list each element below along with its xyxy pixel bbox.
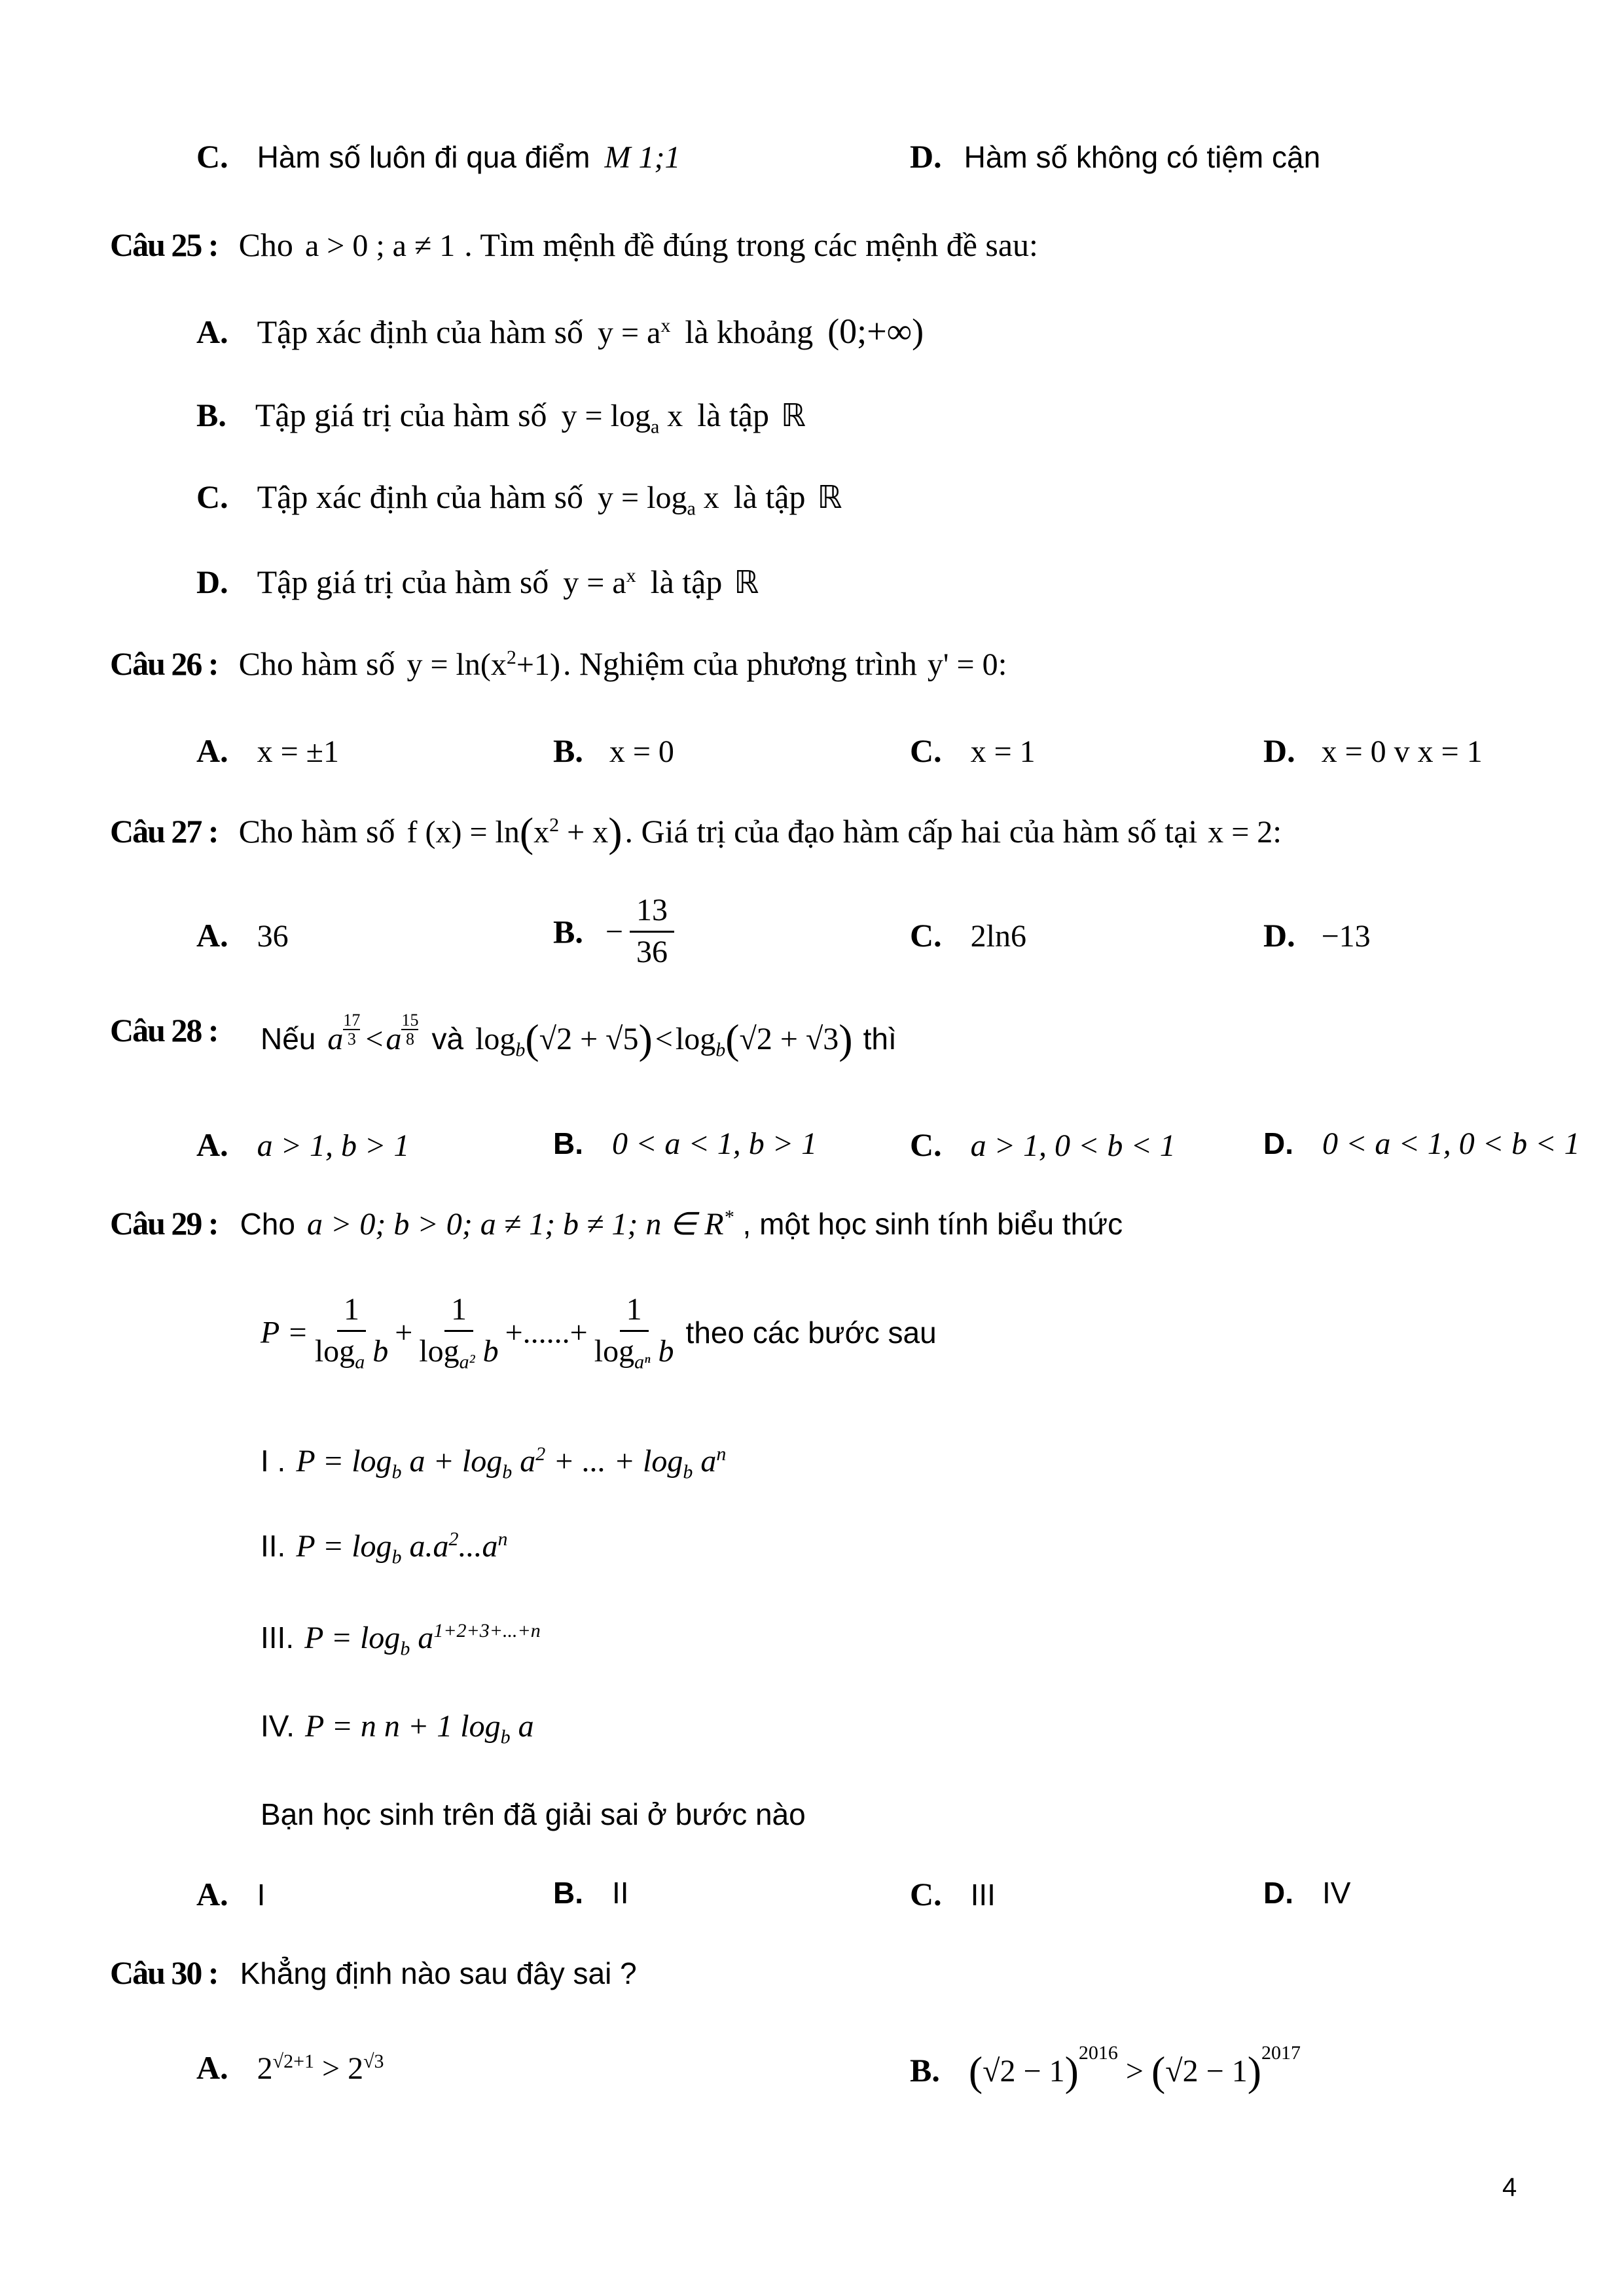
step-label: IV.: [261, 1709, 295, 1743]
option-label: B.: [196, 397, 226, 433]
option-label: B.: [910, 2052, 940, 2089]
option-math: x: [703, 480, 719, 515]
exponent: 1+2+3+...+n: [433, 1620, 541, 1641]
option-text: là tập: [733, 478, 806, 515]
exponent: 2: [448, 1528, 459, 1550]
option-math: x = 0: [609, 734, 674, 769]
option-label: C.: [910, 1876, 942, 1912]
step-math: a + log: [409, 1444, 503, 1479]
q25-option-c[interactable]: [196, 478, 842, 520]
numerator: 13: [630, 893, 674, 933]
option-text: Tập xác định của hàm số: [257, 478, 584, 515]
q28-stem: Nếu a $\frac{17}{3}$ < a $\frac{15}{8}$ và $\log_b(√2 + √5) < \log_b(√2 + √3)$ thì: [261, 1011, 897, 1062]
option-label: D.: [1263, 1126, 1293, 1160]
page-number: 4: [1502, 2173, 1517, 2202]
step-label: II.: [261, 1529, 286, 1563]
log-argument: √2 + √5: [539, 1022, 639, 1056]
exponent: n: [497, 1528, 508, 1550]
option-label: A.: [196, 314, 228, 350]
option-text: III: [970, 1878, 996, 1912]
q26-option-c[interactable]: [910, 732, 1036, 770]
q27-option-b[interactable]: [553, 893, 678, 970]
q27-option-a[interactable]: [196, 916, 289, 954]
option-label: A.: [196, 1876, 228, 1912]
q28-option-c[interactable]: [910, 1126, 1176, 1164]
option-text: IV: [1322, 1876, 1351, 1910]
option-label: D.: [1263, 1876, 1293, 1910]
q29-option-a[interactable]: [196, 1875, 265, 1913]
option-sub: a: [650, 416, 660, 438]
q30-stem: [110, 1954, 637, 1992]
exponent-denominator: 8: [405, 1030, 414, 1049]
log-argument: b: [482, 1333, 499, 1369]
step-math: + ... + log: [553, 1444, 683, 1479]
step-label: III.: [261, 1621, 295, 1655]
option-label: B.: [553, 732, 583, 769]
log-symbol: log: [419, 1333, 460, 1369]
option-label: B.: [553, 913, 583, 950]
step-math: a.a: [409, 1529, 449, 1564]
stem-sup: 2: [549, 814, 560, 836]
stem-text: Cho hàm số: [238, 645, 395, 682]
q25-option-b[interactable]: [196, 396, 806, 439]
step-math: a: [418, 1621, 434, 1655]
option-sub: a: [687, 497, 696, 520]
log-symbol: log: [475, 1022, 516, 1056]
question-number: Câu 26 :: [110, 645, 218, 682]
option-math: a > 1, 0 < b < 1: [970, 1128, 1176, 1163]
stem-text: :: [1272, 813, 1282, 850]
q28-option-d[interactable]: [1263, 1126, 1580, 1162]
base: √2 − 1: [983, 2054, 1065, 2089]
option-sup: x: [626, 565, 636, 586]
stem-math: x: [533, 815, 550, 850]
numerator: 1: [337, 1293, 366, 1332]
option-text: II: [612, 1876, 629, 1910]
option-label: A.: [196, 1126, 228, 1163]
option-math: 36: [257, 919, 289, 954]
stem-text: Cho hàm số: [238, 813, 395, 850]
log-base: b: [391, 1461, 402, 1483]
option-math: y = a: [598, 315, 661, 350]
stem-math: +1): [516, 647, 560, 682]
option-text: là tập: [650, 564, 723, 600]
q24-option-d[interactable]: [910, 137, 1320, 175]
stem-text: và: [431, 1022, 464, 1056]
log-base: a: [355, 1351, 365, 1373]
q26-option-b[interactable]: [553, 732, 674, 770]
option-text: Hàm số luôn đi qua điểm: [257, 140, 590, 174]
log-base: b: [515, 1039, 526, 1061]
q25-option-d[interactable]: [196, 563, 759, 601]
option-text: Tập giá trị của hàm số: [257, 564, 549, 600]
expr-lhs: P =: [261, 1315, 308, 1350]
option-text: I: [257, 1878, 266, 1912]
log-symbol: log: [594, 1333, 635, 1369]
q26-option-d[interactable]: [1263, 732, 1483, 770]
option-text: là khoảng: [685, 314, 814, 350]
option-label: D.: [1263, 917, 1295, 954]
ellipsis-sum: +......+: [505, 1315, 588, 1350]
q29-step-1: [261, 1443, 726, 1484]
q29-option-d[interactable]: [1263, 1875, 1350, 1910]
stem-math: y = ln(x: [406, 647, 507, 682]
exponent-numerator: 17: [343, 1011, 361, 1030]
q29-step-4: [261, 1708, 534, 1749]
question-text: Bạn học sinh trên đã giải sai ở bước nào: [261, 1797, 806, 1831]
log-symbol: log: [675, 1022, 716, 1056]
log-base: b: [500, 1726, 511, 1748]
step-math: a: [518, 1709, 534, 1744]
q29-expression: [261, 1293, 937, 1372]
log-argument: b: [372, 1333, 389, 1369]
option-math: y = log: [598, 480, 687, 515]
option-math: y = a: [563, 565, 626, 600]
less-than: <: [655, 1022, 673, 1056]
fraction: [419, 1293, 498, 1372]
stem-text: , một học sinh tính biểu thức: [742, 1207, 1123, 1241]
stem-text: Cho: [238, 226, 293, 263]
stem-text: thì: [863, 1022, 897, 1056]
q29-option-b[interactable]: [553, 1875, 629, 1910]
q27-option-d[interactable]: [1263, 916, 1371, 954]
option-label: C.: [196, 478, 228, 515]
option-math: x = 0 v x = 1: [1321, 734, 1483, 769]
stem-math: a > 0; b > 0; a ≠ 1; b ≠ 1; n ∈ R: [306, 1207, 724, 1242]
question-number: Câu 27 :: [110, 813, 218, 850]
step-math: ...a: [458, 1529, 498, 1564]
q30-option-b[interactable]: B. $(√2 - 1)^{2016} > (√2 - 1)^{2017}$: [910, 2042, 1301, 2094]
option-label: D.: [1263, 732, 1295, 769]
option-label: B.: [553, 1876, 583, 1910]
q29-step-2: [261, 1528, 508, 1569]
minus-sign: −: [605, 914, 623, 949]
exponent: 2: [535, 1443, 546, 1465]
greater-than: >: [322, 2051, 340, 2086]
question-number: Câu 25 :: [110, 226, 218, 263]
fraction: [315, 1293, 388, 1372]
option-label: D.: [910, 138, 942, 175]
exponent: 2016: [1078, 2042, 1118, 2064]
step-math: P = log: [296, 1529, 392, 1564]
option-math: 0 < a < 1, b > 1: [612, 1126, 818, 1161]
base: 2: [348, 2051, 364, 2086]
stem-text: Khẳng định nào sau đây sai ?: [240, 1956, 637, 1990]
real-set-symbol: ℝ: [734, 565, 759, 600]
option-label: A.: [196, 2049, 228, 2086]
fraction: [594, 1293, 674, 1372]
stem-text: Cho: [240, 1207, 295, 1241]
plus-sign: +: [395, 1315, 413, 1350]
log-base: aⁿ: [634, 1351, 651, 1373]
option-math: x: [667, 399, 683, 433]
real-set-symbol: ℝ: [780, 399, 806, 433]
fraction: [630, 893, 674, 970]
step-math: P = log: [304, 1621, 401, 1655]
option-text: là tập: [697, 397, 769, 433]
option-math: x = ±1: [257, 734, 340, 769]
stem-sup: *: [723, 1206, 734, 1228]
option-math: 0 < a < 1, 0 < b < 1: [1322, 1126, 1580, 1161]
option-label: C.: [910, 732, 942, 769]
question-number: Câu 30 :: [110, 1954, 218, 1991]
expr-tail: theo các bước sau: [685, 1316, 937, 1350]
option-text: Tập xác định của hàm số: [257, 314, 584, 350]
stem-math: a > 0 ; a ≠ 1: [304, 228, 456, 263]
q29-question: [261, 1797, 806, 1832]
q28-option-b[interactable]: [553, 1126, 817, 1162]
exponent: 2017: [1261, 2042, 1301, 2064]
numerator: 1: [620, 1293, 649, 1332]
numerator: 1: [444, 1293, 473, 1332]
q28-option-a[interactable]: [196, 1126, 409, 1164]
option-label: B.: [553, 1126, 583, 1160]
q25-option-a[interactable]: [196, 311, 924, 351]
q27-stem: Câu 27 : Cho hàm số f $(x) = \ln(x^2 + x)$ . Giá trị của đạo hàm cấp hai của hàm số tại x = 2:: [110, 809, 1282, 855]
log-base: b: [502, 1461, 513, 1483]
step-label: I .: [261, 1444, 286, 1478]
option-label: C.: [910, 917, 942, 954]
stem-math: x = 2: [1208, 815, 1273, 850]
q30-option-a[interactable]: [196, 2049, 384, 2087]
q26-stem: [110, 645, 1007, 683]
log-base: a²: [459, 1351, 475, 1373]
q29-step-3: [261, 1620, 541, 1660]
question-number: Câu 29 :: [110, 1205, 218, 1242]
q28-number: [110, 1011, 218, 1049]
log-base: b: [391, 1546, 402, 1568]
log-base: b: [400, 1638, 410, 1660]
option-label: A.: [196, 917, 228, 954]
option-label: A.: [196, 732, 228, 769]
log-argument: √2 + √3: [739, 1022, 839, 1056]
q29-option-c[interactable]: [910, 1875, 996, 1913]
log-argument: b: [658, 1333, 674, 1369]
step-math: a: [700, 1444, 717, 1479]
option-text: Tập giá trị của hàm số: [255, 397, 547, 433]
stem-text: . Giá trị của đạo hàm cấp hai của hàm số tại: [624, 813, 1198, 850]
stem-text: . Tìm mệnh đề đúng trong các mệnh đề sau:: [464, 226, 1038, 263]
step-math: a: [520, 1444, 536, 1479]
step-math: P = log: [296, 1444, 392, 1479]
option-math: 2ln6: [970, 919, 1026, 954]
option-sup: x: [660, 315, 671, 336]
option-math: y = log: [561, 399, 651, 433]
stem-text: Nếu: [261, 1022, 316, 1056]
greater-than: >: [1125, 2054, 1144, 2089]
exponent: n: [716, 1443, 727, 1465]
q25-stem: [110, 226, 1038, 264]
log-base: b: [683, 1461, 693, 1483]
option-label: C.: [910, 1126, 942, 1163]
option-math: M 1;1: [604, 140, 681, 175]
q27-option-c[interactable]: [910, 916, 1026, 954]
stem-math: + x: [567, 815, 609, 850]
log-base: b: [715, 1039, 726, 1061]
exponent-denominator: 3: [347, 1030, 356, 1049]
denominator: 36: [636, 934, 668, 969]
q26-option-a[interactable]: [196, 732, 339, 770]
stem-math: f (x) = ln: [406, 815, 520, 850]
base: √2 − 1: [1165, 2054, 1248, 2089]
base: 2: [257, 2051, 273, 2086]
option-label: C.: [196, 138, 228, 175]
q24-option-c[interactable]: [196, 137, 680, 175]
real-set-symbol: ℝ: [817, 480, 842, 515]
stem-text: . Nghiệm của phương trình: [562, 645, 917, 682]
stem-sup: 2: [506, 647, 516, 668]
option-math: −13: [1321, 919, 1371, 954]
exponent-numerator: 15: [401, 1011, 419, 1030]
option-label: D.: [196, 564, 228, 600]
exponent: √2+1: [272, 2051, 314, 2072]
q29-stem: [110, 1204, 1123, 1242]
step-math: P = n n + 1 log: [305, 1709, 501, 1744]
option-math: a > 1, b > 1: [257, 1128, 410, 1163]
exponent: √3: [363, 2051, 384, 2072]
log-symbol: log: [314, 1333, 355, 1369]
option-interval: (0;+∞): [827, 312, 924, 351]
stem-text: :: [998, 645, 1007, 682]
option-text: Hàm số không có tiệm cận: [964, 140, 1321, 174]
question-number: Câu 28 :: [110, 1012, 218, 1049]
option-math: x = 1: [970, 734, 1036, 769]
stem-math: y' = 0: [927, 647, 998, 682]
